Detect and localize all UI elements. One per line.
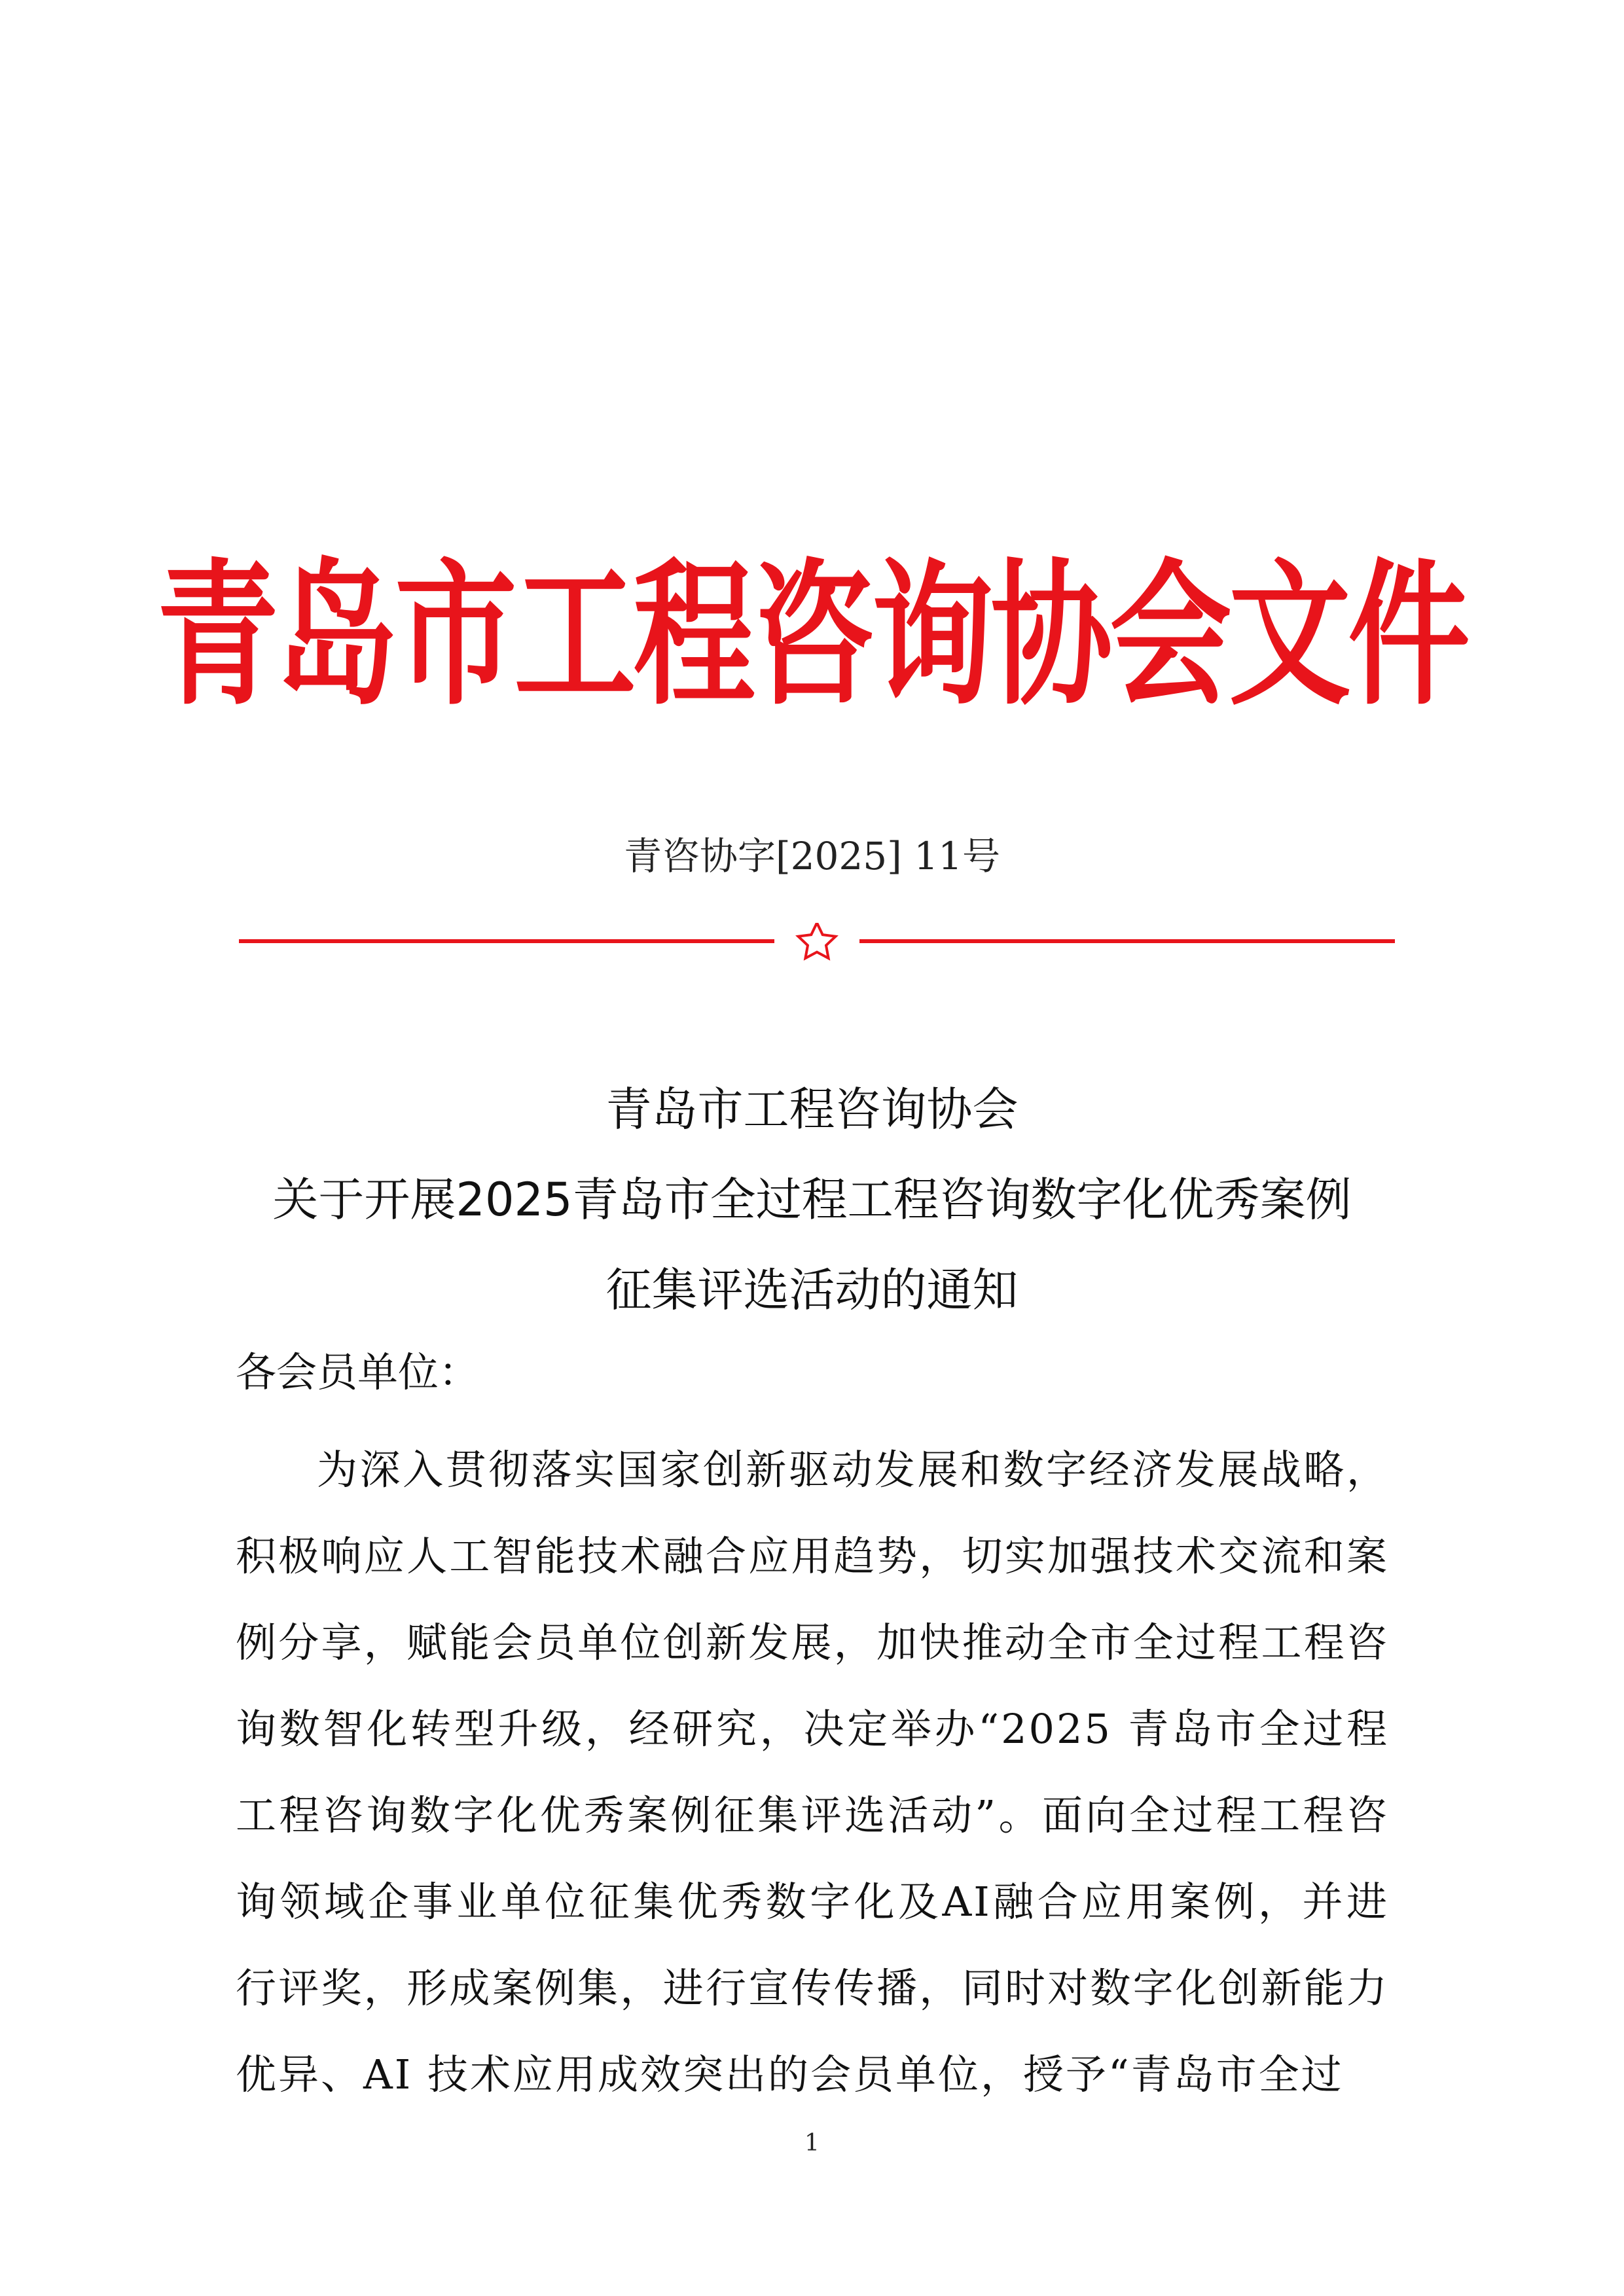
salutation: 各会员单位： xyxy=(236,1348,480,1396)
star-icon xyxy=(799,923,836,958)
notice-title-line-2: 关于开展2025青岛市全过程工程咨询数字化优秀案例 xyxy=(272,1173,1352,1227)
notice-title-line-1: 青岛市工程咨询协会 xyxy=(605,1083,1019,1136)
document-number: 青咨协字[2025] 11号 xyxy=(623,834,1001,878)
notice-title-line-3: 征集评选活动的通知 xyxy=(605,1263,1019,1317)
page-number: 1 xyxy=(804,2130,820,2157)
header-separator xyxy=(239,923,1395,969)
document-header-title: 青岛市工程咨询协会文件 xyxy=(156,543,1468,726)
separator-graphic xyxy=(239,923,1395,969)
body-paragraph: 为深入贯彻落实国家创新驱动发展和数字经济发展战略，积极响应人工智能技术融合应用趋势，切实加强技术交流和案例分享，赋能会员单位创新发展，加快推动全市全过程工程咨询数智化转型升级，经研究，决定举办“2025 青岛市全过程工程咨询数字化优秀案例征集评选活动”。面向全过程工程咨询领域企事业单位征集优秀数字化及AI融合应用案例，并进行评奖，形成案例集，进行宣传传播，同时对数字化创新能力优异、AI 技术应用成效突出的会员单位，授予“青岛市全过 xyxy=(236,1446,1389,2098)
